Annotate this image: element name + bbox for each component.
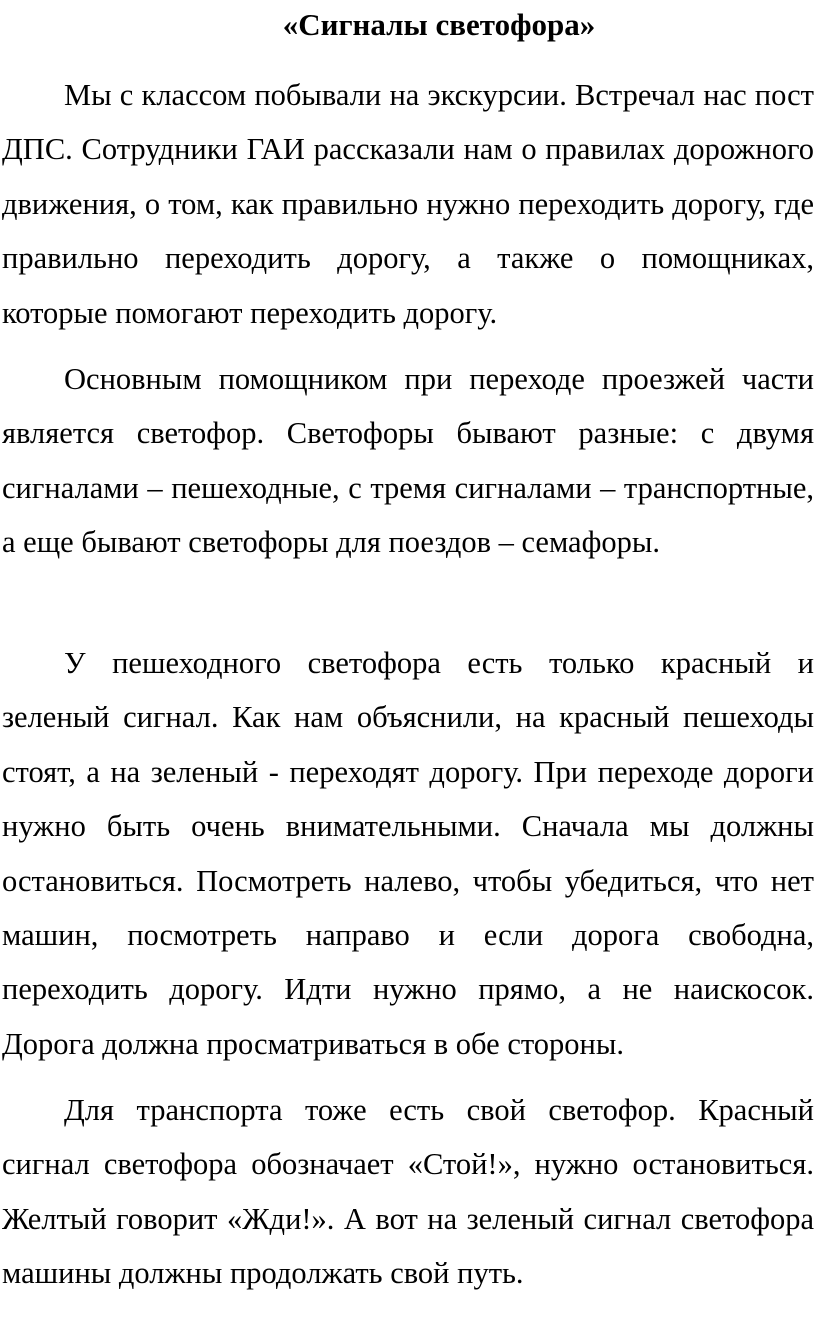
paragraph-pedestrian-light: У пешеходного светофора есть только красный и зеленый сигнал. Как нам объяснили, на красный пешеходы стоят, а на зеленый - переходят дорогу. При переходе дороги нужно быть очень внимательными. Сначала мы должны остановиться. Посмотреть налево, чтобы убедиться, что нет машин, посмотреть направо и если дорога свободна, переходить дорогу. Идти нужно прямо, а не наискосок. Дорога должна просматриваться в обе стороны. (2, 646, 814, 1061)
paragraph-vehicle-light: Для транспорта тоже есть свой светофор. Красный сигнал светофора обозначает «Стой!», нужно остановиться. Желтый говорит «Жди!». А вот на зеленый сигнал светофора машины должны продолжать свой путь. (2, 1093, 814, 1291)
document-title: «Сигналы светофора» (282, 7, 596, 42)
paragraph-traffic-light-types: Основным помощником при переходе проезжей части является светофор. Светофоры бывают разные: с двумя сигналами – пешеходные, с тремя сигналами – транспортные, а еще бывают светофоры для поездов – семафоры. (2, 362, 814, 560)
paragraph-excursion: Мы с классом побывали на экскурсии. Встречал нас пост ДПС. Сотрудники ГАИ рассказали нам о правилах дорожного движения, о том, как правильно нужно переходить дорогу, где правильно переходить дорогу, а также о помощниках, которые помогают переходить дорогу. (2, 78, 814, 330)
